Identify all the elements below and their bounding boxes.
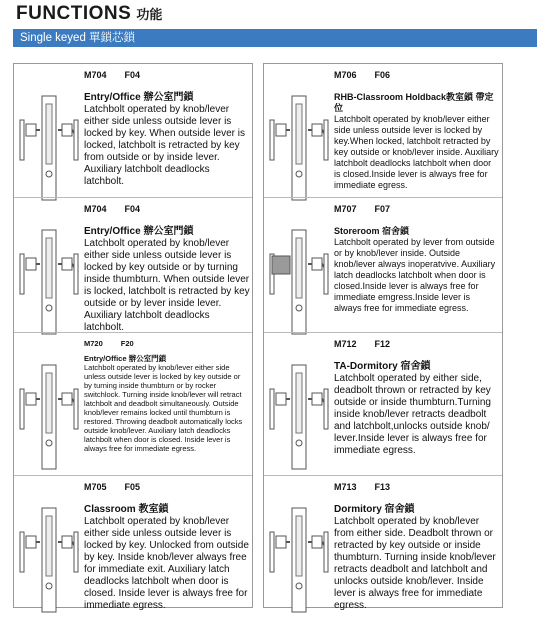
function-name: Storeroom 宿舍鎖 bbox=[334, 226, 410, 236]
model-line bbox=[334, 339, 500, 349]
function-code: F13 bbox=[374, 482, 391, 492]
page-title: FUNCTIONS bbox=[16, 3, 132, 24]
function-code: F06 bbox=[374, 70, 391, 80]
function-description: Latchbolt operated by knob/lever from either side. Deadbolt thrown or retracted by key outside or inside thumbturn. Turning inside knob/lever retracts deadbolt and latchbolt and unlocks outside knob/lever. Inside lever is always free for immediate egress. bbox=[334, 516, 496, 611]
model-line bbox=[84, 339, 250, 348]
function-card bbox=[14, 64, 252, 197]
section-banner: Single keyed 單鎖芯鎖 bbox=[13, 29, 537, 47]
function-card bbox=[14, 332, 252, 476]
mortise-lock-diagram bbox=[268, 498, 330, 618]
mortise-lock-diagram-storeroom bbox=[268, 220, 330, 340]
function-text bbox=[334, 70, 500, 191]
function-card bbox=[14, 197, 252, 333]
model-line bbox=[334, 70, 500, 80]
function-code: F04 bbox=[124, 204, 141, 214]
model-line bbox=[334, 204, 500, 214]
function-description: Latchbolt operated by knob/lever either side unless outside lever is locked by key.When locked, latchbolt retracted by key outside or knob/lever inside. Auxiliary latchbolt deadlocks latchbolt when door is closed.Inside lever is always free for immediate egress. bbox=[334, 114, 499, 190]
mortise-lock-diagram bbox=[18, 498, 80, 618]
function-code: F20 bbox=[120, 339, 134, 348]
model-line bbox=[84, 70, 250, 80]
function-description: Latchbolt operated by lever from outside or by knob/lever inside. Outside knob/lever always inoperatvive. Auxiliary latch deadlocks latchbolt when door is closed.Inside lever is always free for immediate emgress.Inside lever is always free for immediate egress. bbox=[334, 237, 496, 313]
function-text bbox=[84, 339, 250, 453]
mortise-lock-diagram bbox=[18, 220, 80, 340]
function-text bbox=[84, 70, 250, 188]
function-name: Entry/Office 辦公室門鎖 bbox=[84, 92, 194, 103]
function-column-right bbox=[263, 63, 503, 611]
mortise-lock-diagram bbox=[18, 86, 80, 206]
function-code: F12 bbox=[374, 339, 391, 349]
model-line bbox=[334, 482, 500, 492]
function-card bbox=[264, 475, 502, 611]
function-text bbox=[84, 482, 250, 612]
function-code: F04 bbox=[124, 70, 141, 80]
mortise-lock-diagram bbox=[268, 86, 330, 206]
function-name: TA-Dormitory 宿舍鎖 bbox=[334, 361, 431, 372]
function-name: Dormitory 宿舍鎖 bbox=[334, 504, 415, 515]
page-title-chinese: 功能 bbox=[136, 7, 163, 22]
model-code: M704 bbox=[84, 204, 107, 214]
function-text bbox=[334, 204, 500, 314]
model-code: M713 bbox=[334, 482, 357, 492]
mortise-lock-diagram bbox=[268, 355, 330, 475]
function-name: Entry/Office 辦公室門鎖 bbox=[84, 226, 194, 237]
function-text bbox=[334, 482, 500, 612]
model-line bbox=[84, 482, 250, 492]
function-description: Latchbolt operated by knob/lever either side unless outside lever is locked by key. Unlocked from outside by key. Inside knob/lever always free for immediate exit. Auxiliary latch deadlocks latchbolt when door is closed. Inside lever is always free for immediate egress. bbox=[84, 516, 249, 611]
model-line bbox=[84, 204, 250, 214]
model-code: M706 bbox=[334, 70, 357, 80]
function-code: F07 bbox=[374, 204, 391, 214]
function-column-left bbox=[13, 63, 253, 611]
page-header bbox=[16, 3, 162, 29]
function-name: RHB-Classroom Holdback教室鎖 帶定位 bbox=[334, 92, 494, 113]
function-name: Entry/Office 辦公室門鎖 bbox=[84, 354, 167, 363]
function-card bbox=[264, 197, 502, 333]
function-description: Latchbolt operated by knob/lever either side unless outside lever is locked by key outside or by turning inside thumbturn or by rocker switchlock. Turning inside knob/lever will retract latchbolt and deadbolt simultaneously. Outside knob/lever remains locked until thumbturn is restored. Throwing deadbolt automatically locks outside knob/lever. Auxiliary latch deadlocks latchbolt when door is closed. Inside lever is always free for immediate egress. bbox=[84, 363, 243, 453]
function-card bbox=[264, 332, 502, 476]
mortise-lock-diagram bbox=[18, 355, 80, 475]
model-code: M712 bbox=[334, 339, 357, 349]
function-text bbox=[84, 204, 250, 334]
function-text bbox=[334, 339, 500, 457]
function-card bbox=[14, 475, 252, 611]
function-code: F05 bbox=[124, 482, 141, 492]
function-description: Latchbolt operated by knob/lever either side unless outside lever is locked by key. When outside lever is locked, latchbolt is retracted by key from outside or by inside lever. Auxiliary latchbolt deadlocks latchbolt. bbox=[84, 104, 246, 187]
function-description: Latchbolt operated by either side, deadbolt thrown or retracted by key outside or inside thumbturn.Turning inside knob/lever retracts deadbolt and latchbolt,unlocks outside knob/ lever.Inside lever is always free for immediate egress. bbox=[334, 373, 491, 456]
model-code: M705 bbox=[84, 482, 107, 492]
model-code: M707 bbox=[334, 204, 357, 214]
model-code: M704 bbox=[84, 70, 107, 80]
function-card bbox=[264, 64, 502, 197]
function-name: Classroom 教室鎖 bbox=[84, 504, 169, 515]
function-description: Latchbolt operated by knob/lever either side unless outside lever is locked by key outside or by turning inside thumbturn. When outside lever is locked, latchbolt is retracted by key outside or by lever inside lever. Auxiliary latchbolt deadlocks latchbolt. bbox=[84, 238, 250, 333]
model-code: M720 bbox=[84, 339, 103, 348]
